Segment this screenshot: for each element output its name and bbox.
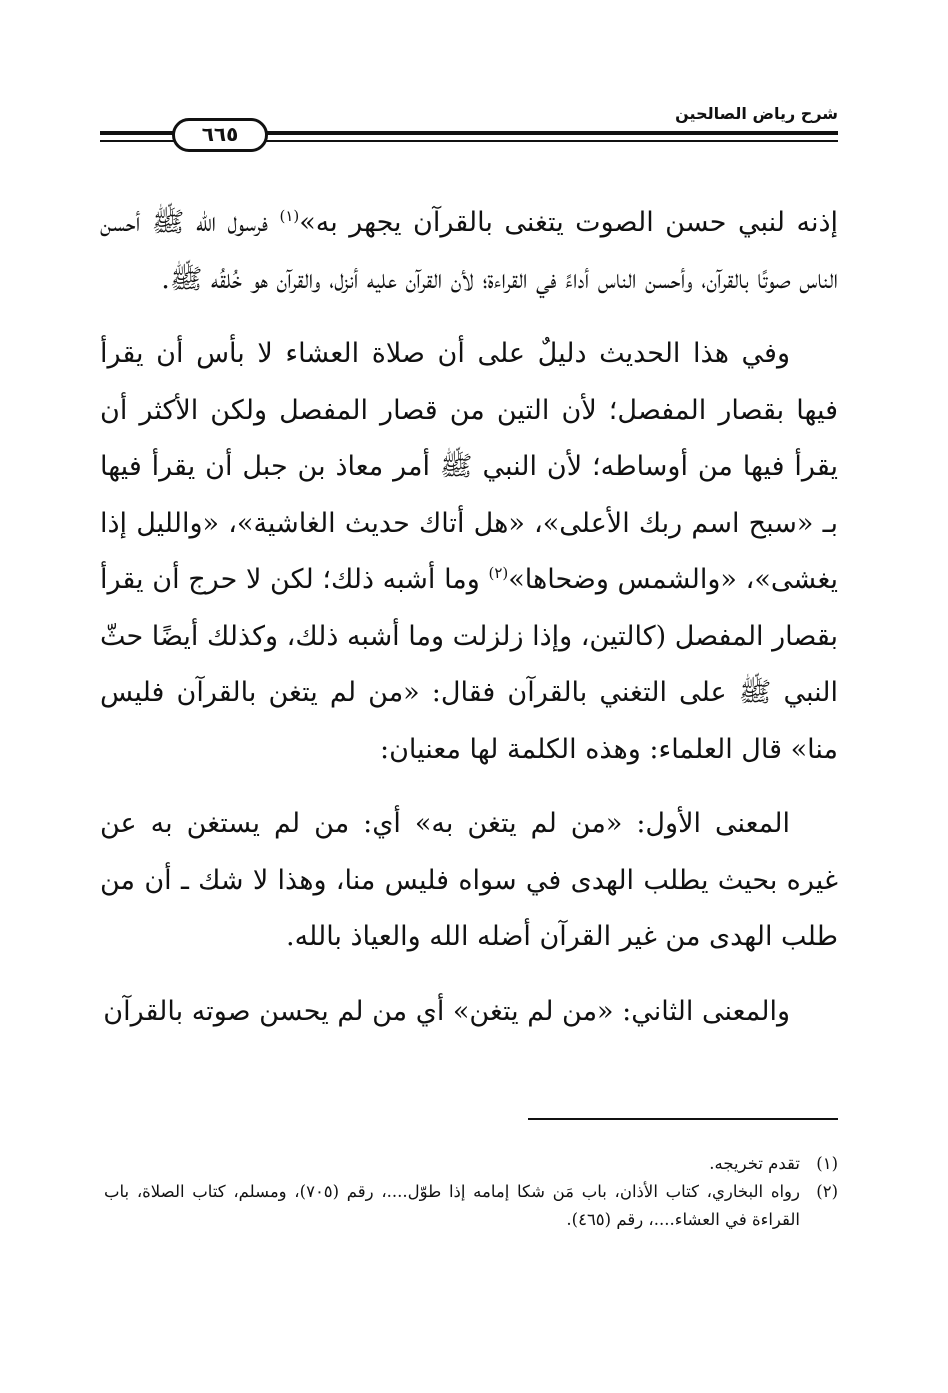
- footnote-number: (٢): [816, 1182, 838, 1201]
- paragraph-3: المعنى الأول: «من لم يتغن به» أي: من لم يستغن به عن غيره بحيث يطلب الهدى في سواه فليس منا، وهذا لا شك ـ أن من طلب الهدى من غير القرآن أضله الله والعياذ بالله.: [100, 808, 838, 952]
- footnote-text: تقدم تخريجه.: [709, 1154, 800, 1173]
- footnote-2: [104, 1178, 838, 1234]
- footnote-ref-2: (٢): [488, 564, 509, 582]
- page-number: ٦٦٥: [172, 118, 268, 152]
- paragraph-1-text: إذنه لنبي حسن الصوت يتغنى بالقرآن يجهر به»: [299, 207, 839, 238]
- running-title: شرح رياض الصالحين: [675, 104, 838, 123]
- paragraph-1: [100, 195, 838, 308]
- footnote-text: رواه البخاري، كتاب الأذان، باب مَن شكا إمامه إذا طوّل....، رقم (٧٠٥)، ومسلم، كتاب الصلاة، باب القراءة في العشاء....، رقم (٤٦٥).: [104, 1182, 800, 1229]
- paragraph-2-text: وفي هذا الحديث دليلٌ على أن صلاة العشاء لا بأس أن يقرأ فيها بقصار المفصل؛ لأن التين من قصار المفصل ولكن الأكثر أن يقرأ فيها من أوساطه؛ لأن النبي ﷺ أمر معاذ بن جبل أن يقرأ فيها بـ «سبح اسم ربك الأعلى»، «هل أتاك حديث الغاشية»، «والليل إذا يغشى»، «والشمس وضحاها»: [100, 338, 838, 595]
- footnote-divider: [528, 1118, 838, 1120]
- footnote-ref-1: (١): [279, 207, 300, 225]
- main-text: [100, 195, 838, 1058]
- paragraph-4: والمعنى الثاني: «من لم يتغن» أي من لم يحسن صوته بالقرآن: [103, 995, 790, 1027]
- paragraph-1-continuation: فرسول الله ﷺ أحسن الناس صوتًا بالقرآن، وأحسن الناس أداءً في القراءة؛ لأن القرآن عليه أنزل، والقرآن هو خُلقُه ﷺ.: [100, 207, 838, 295]
- paragraph-2: [100, 326, 838, 778]
- paragraph-2-continuation: وما أشبه ذلك؛ لكن لا حرج أن يقرأ بقصار المفصل (كالتين، وإذا زلزلت وما أشبه ذلك، وكذلك أيضًا حثّ النبي ﷺ على التغني بالقرآن فقال: «من لم يتغن بالقرآن فليس منا» قال العلماء: وهذه الكلمة لها معنيان:: [99, 564, 838, 765]
- footnote-number: (١): [816, 1154, 838, 1173]
- footnotes: [104, 1150, 838, 1234]
- header-rule: [100, 122, 838, 146]
- footnote-1: [104, 1150, 838, 1178]
